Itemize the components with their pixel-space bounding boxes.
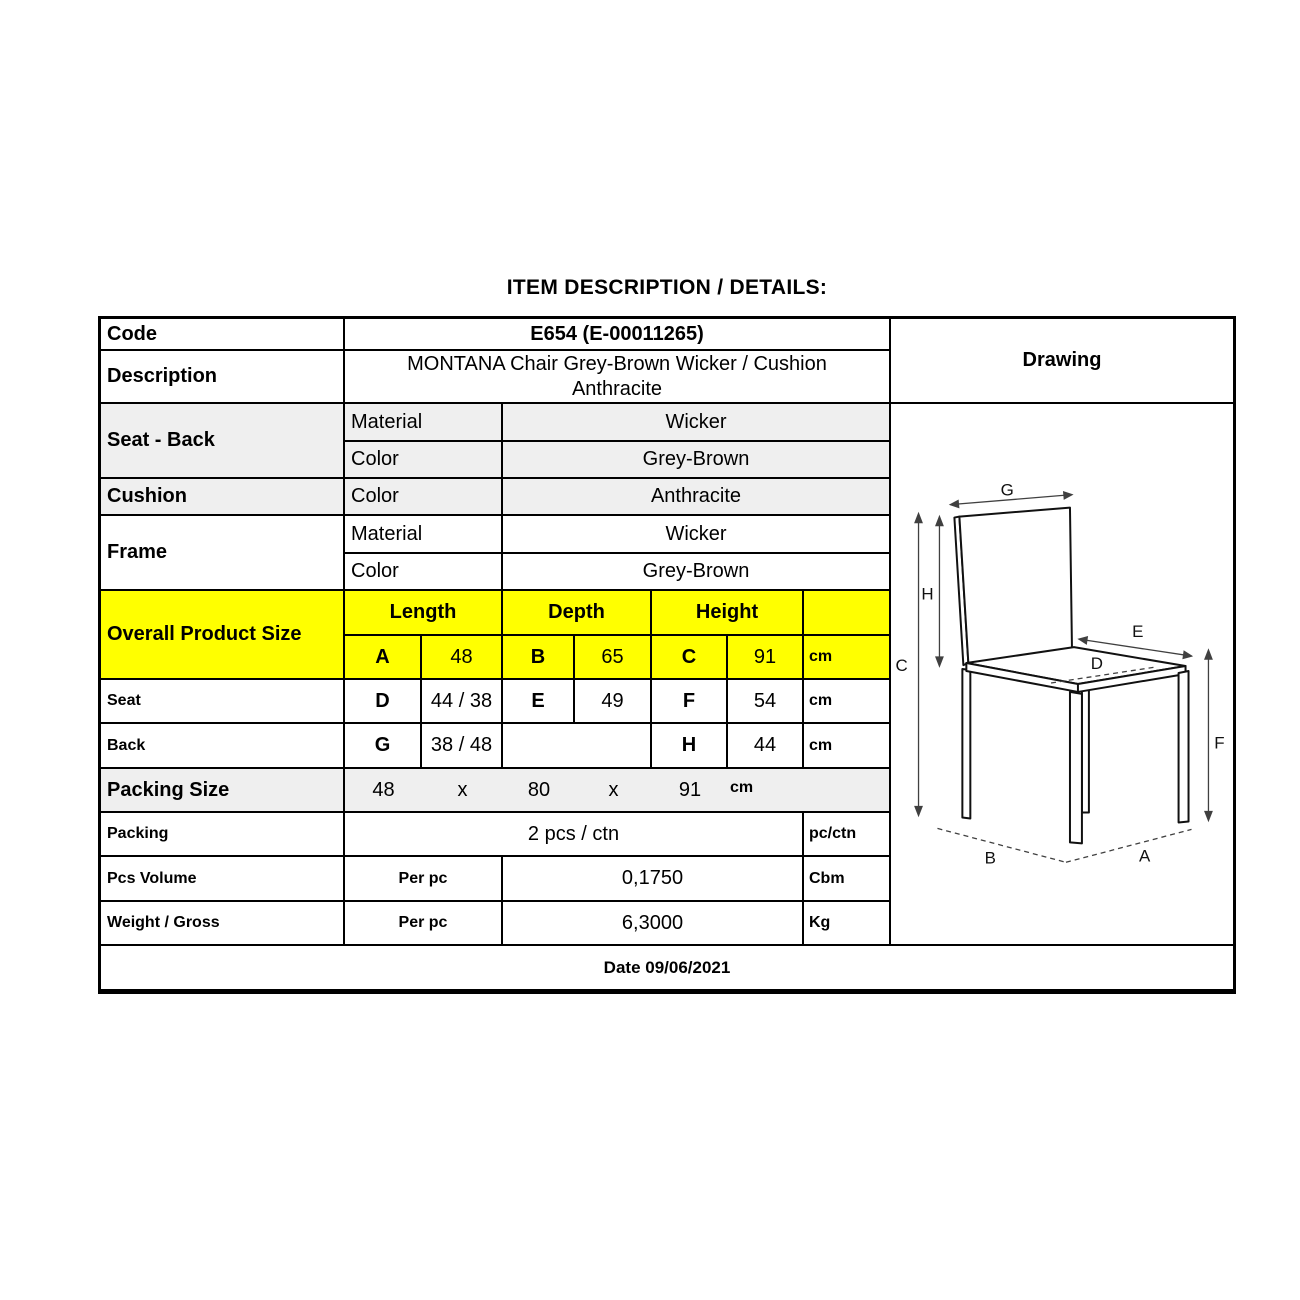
back-unit: cm xyxy=(804,724,891,769)
seat-e-value: 49 xyxy=(575,680,652,724)
packing-size-length: 48 xyxy=(372,778,395,801)
overall-size-label: Overall Product Size xyxy=(101,591,345,680)
description-line-2: Anthracite xyxy=(571,377,663,400)
frame-material-value: Wicker xyxy=(503,516,891,554)
overall-b-key: B xyxy=(503,636,575,680)
packing-size-sep-1: x xyxy=(457,778,468,801)
description-label: Description xyxy=(101,351,345,404)
cushion-color-label: Color xyxy=(345,479,503,516)
page-title: ITEM DESCRIPTION / DETAILS: xyxy=(506,276,828,299)
frame-color-label: Color xyxy=(345,554,503,591)
seat-e-key: E xyxy=(503,680,575,724)
length-header: Length xyxy=(345,591,503,636)
packing-label: Packing xyxy=(101,813,345,857)
weight-gross-per-label: Per pc xyxy=(345,902,503,946)
frame-label: Frame xyxy=(101,516,345,591)
seat-back-material-value: Wicker xyxy=(503,404,891,442)
depth-header: Depth xyxy=(503,591,652,636)
cushion-color-value: Anthracite xyxy=(503,479,891,516)
dim-label-b: B xyxy=(984,848,996,868)
packing-value: 2 pcs / ctn xyxy=(345,813,804,857)
back-g-key: G xyxy=(345,724,422,769)
dim-label-f: F xyxy=(1214,733,1225,753)
back-h-key: H xyxy=(652,724,728,769)
seat-d-value: 44 / 38 xyxy=(422,680,503,724)
frame-material-label: Material xyxy=(345,516,503,554)
pcs-volume-per-label: Per pc xyxy=(345,857,503,902)
dim-label-h: H xyxy=(921,584,934,604)
code-value: E654 (E-00011265) xyxy=(345,319,891,351)
pcs-volume-label: Pcs Volume xyxy=(101,857,345,902)
packing-size-sep-2: x xyxy=(608,778,619,801)
weight-gross-value: 6,3000 xyxy=(503,902,804,946)
packing-size-unit: cm xyxy=(730,778,754,796)
overall-unit: cm xyxy=(804,636,891,680)
frame-color-value: Grey-Brown xyxy=(503,554,891,591)
back-g-value: 38 / 48 xyxy=(422,724,503,769)
chair-drawing xyxy=(891,404,1233,944)
overall-c-key: C xyxy=(652,636,728,680)
packing-size-value xyxy=(345,769,891,813)
dim-label-g: G xyxy=(1000,480,1014,500)
packing-unit: pc/ctn xyxy=(804,813,891,857)
seat-d-key: D xyxy=(345,680,422,724)
overall-a-key: A xyxy=(345,636,422,680)
back-size-label: Back xyxy=(101,724,345,769)
date-value: Date 09/06/2021 xyxy=(603,957,731,977)
drawing-cell xyxy=(891,404,1233,946)
height-header: Height xyxy=(652,591,804,636)
dim-label-e: E xyxy=(1132,622,1144,642)
packing-size-depth: 80 xyxy=(527,778,551,801)
seat-unit: cm xyxy=(804,680,891,724)
cushion-label: Cushion xyxy=(101,479,345,516)
seat-back-color-value: Grey-Brown xyxy=(503,442,891,479)
back-depth-empty-cell xyxy=(503,724,652,769)
dim-label-c: C xyxy=(895,656,908,676)
overall-b-value: 65 xyxy=(575,636,652,680)
code-label: Code xyxy=(101,319,345,351)
seat-f-value: 54 xyxy=(728,680,804,724)
dim-label-a: A xyxy=(1139,846,1151,866)
weight-gross-unit: Kg xyxy=(804,902,891,946)
packing-size-label: Packing Size xyxy=(101,769,345,813)
weight-gross-label: Weight / Gross xyxy=(101,902,345,946)
back-h-value: 44 xyxy=(728,724,804,769)
seat-back-material-label: Material xyxy=(345,404,503,442)
seat-back-label: Seat - Back xyxy=(101,404,345,479)
seat-size-label: Seat xyxy=(101,680,345,724)
drawing-header: Drawing xyxy=(891,319,1233,404)
description-value xyxy=(345,351,891,404)
overall-c-value: 91 xyxy=(728,636,804,680)
seat-f-key: F xyxy=(652,680,728,724)
pcs-volume-value: 0,1750 xyxy=(503,857,804,902)
dim-label-d: D xyxy=(1090,654,1103,674)
overall-a-value: 48 xyxy=(422,636,503,680)
seat-back-color-label: Color xyxy=(345,442,503,479)
size-header-empty-cell xyxy=(804,591,891,636)
description-line-1: MONTANA Chair Grey-Brown Wicker / Cushion xyxy=(407,352,827,375)
packing-size-height: 91 xyxy=(678,778,702,801)
pcs-volume-unit: Cbm xyxy=(804,857,891,902)
spec-table xyxy=(98,316,1236,994)
